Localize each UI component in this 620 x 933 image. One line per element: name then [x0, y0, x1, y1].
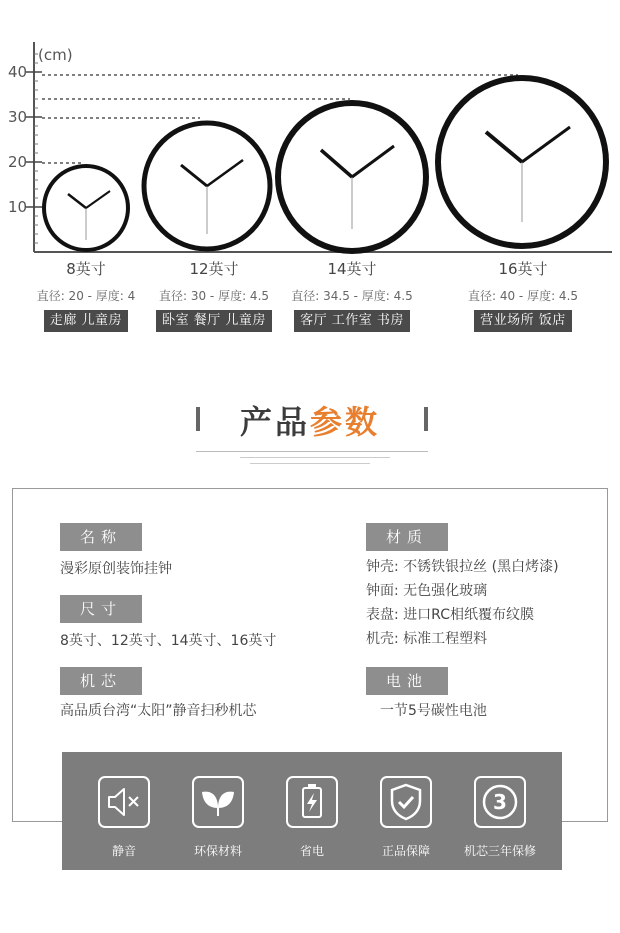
heading-decor-line: [196, 451, 428, 452]
ruler-tick-label-40: 40: [8, 63, 28, 81]
clock-14-inch: [278, 103, 426, 251]
size-spec: 直径: 30 - 厚度: 4.5: [158, 289, 270, 303]
heading-decor-line: [250, 463, 370, 464]
feature-label: 正品保障: [381, 844, 430, 858]
param-value-movement: 高品质台湾“太阳”静音扫秒机芯: [60, 703, 257, 719]
ruler-tick-label-20: 20: [8, 153, 28, 171]
param-value-material-2: 钟面: 无色强化玻璃: [366, 583, 488, 599]
param-label-size: 尺寸: [60, 595, 142, 623]
feature-label: 静音: [111, 844, 136, 858]
clock-16-inch: [438, 78, 606, 246]
feature-power-saving: [272, 776, 352, 859]
clock-size-diagram: [0, 0, 620, 260]
size-name: 8英寸: [66, 260, 106, 278]
size-column-16-inch: [448, 258, 598, 332]
leaf-icon: [192, 776, 244, 828]
size-room-tag: 卧室 餐厅 儿童房: [156, 310, 272, 332]
size-room-tag: 走廊 儿童房: [44, 310, 128, 332]
size-name: 14英寸: [327, 260, 377, 278]
feature-genuine: [366, 776, 446, 859]
param-label-movement: 机芯: [60, 667, 142, 695]
param-label-name: 名称: [60, 523, 142, 551]
size-comparison-chart: [0, 0, 620, 340]
param-value-material-4: 机壳: 标准工程塑料: [366, 631, 488, 647]
size-room-tag: 营业场所 饭店: [474, 310, 572, 332]
param-label-battery: 电池: [366, 667, 448, 695]
section-title-part1: 产品: [239, 403, 310, 441]
size-column-12-inch: [139, 258, 289, 332]
size-room-tag: 客厅 工作室 书房: [294, 310, 410, 332]
param-value-battery: 一节5号碳性电池: [380, 703, 487, 719]
ruler-tick-label-30: 30: [8, 108, 28, 126]
feature-label: 机芯三年保修: [463, 844, 536, 858]
size-name: 16英寸: [498, 260, 548, 278]
feature-silent: [84, 776, 164, 859]
heading-decor-line: [240, 457, 390, 458]
feature-label: 环保材料: [193, 844, 242, 858]
param-value-name: 漫彩原创装饰挂钟: [60, 561, 172, 577]
clock-8-inch: [44, 166, 128, 250]
section-title-part2: 参数: [310, 403, 381, 441]
feature-eco: [178, 776, 258, 859]
shield-check-icon: [380, 776, 432, 828]
size-spec: 直径: 40 - 厚度: 4.5: [467, 289, 579, 303]
size-spec: 直径: 34.5 - 厚度: 4.5: [291, 289, 413, 303]
badge-text: 3: [493, 790, 507, 814]
size-name: 12英寸: [189, 260, 239, 278]
param-value-material-1: 钟壳: 不锈铁银拉丝 (黑白烤漆): [366, 559, 559, 575]
features-bar: [62, 752, 562, 870]
ruler-tick-label-10: 10: [8, 198, 28, 216]
product-params-heading: [0, 395, 620, 475]
param-value-material-3: 表盘: 进口RC相纸覆布纹膜: [366, 607, 534, 623]
clock-12-inch: [144, 123, 270, 249]
size-spec: 直径: 20 - 厚度: 4: [36, 289, 136, 303]
feature-label: 省电: [299, 844, 324, 858]
section-title: [0, 397, 620, 443]
size-column-14-inch: [277, 258, 427, 332]
feature-warranty: [460, 776, 540, 859]
param-value-size: 8英寸、12英寸、14英寸、16英寸: [60, 633, 277, 649]
three-year-badge-icon: [474, 776, 526, 828]
ruler-unit-label: (cm): [38, 46, 73, 64]
param-label-material: 材质: [366, 523, 448, 551]
mute-speaker-icon: [98, 776, 150, 828]
battery-icon: [286, 776, 338, 828]
